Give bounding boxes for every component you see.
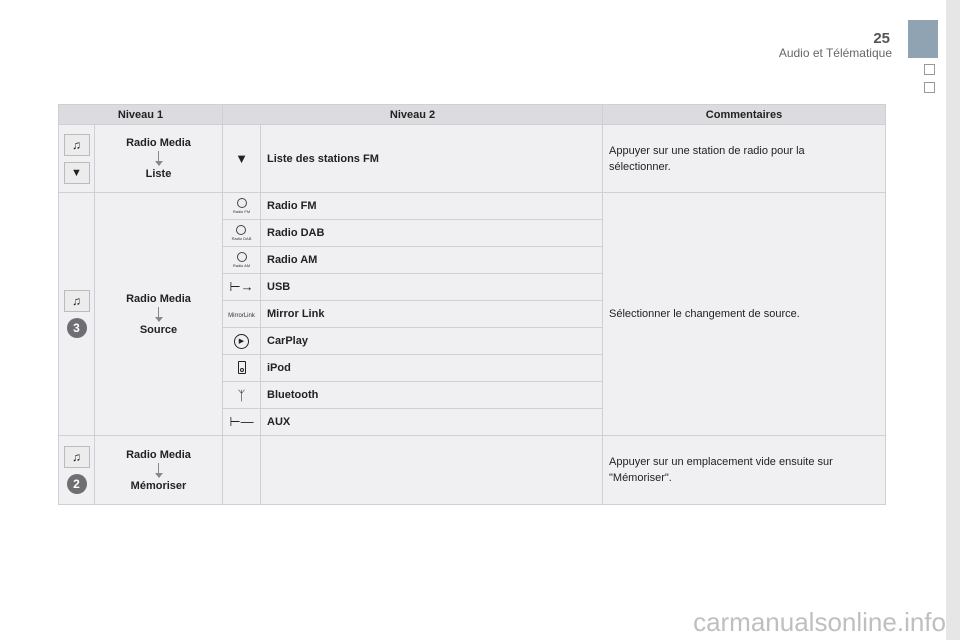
level1-cell <box>95 436 223 505</box>
header-niveau-2: Niveau 2 <box>223 105 603 125</box>
source-radio-am: Radio AM <box>261 247 603 274</box>
level1-label: Radio Media <box>126 292 191 305</box>
source-radio-fm: Radio FM <box>261 193 603 220</box>
table-row <box>59 436 886 505</box>
arrow-down-icon <box>155 307 163 322</box>
radio-am-icon: Radio AM <box>223 247 261 274</box>
level2-icon-cell <box>223 436 261 505</box>
table-header-row <box>59 105 886 125</box>
section-title: Audio et Télématique <box>778 46 892 60</box>
comment-cell: Appuyer sur une station de radio pour la sélectionner. <box>603 125 886 193</box>
radio-fm-icon: Radio FM <box>223 193 261 220</box>
chapter-tab <box>908 20 938 58</box>
chapter-box <box>924 82 935 93</box>
radio-dab-icon: Radio DAB <box>223 220 261 247</box>
icon-cell <box>59 436 95 505</box>
level1-sublabel: Liste <box>145 168 172 180</box>
level1-cell <box>95 193 223 436</box>
badge-2: 2 <box>67 474 87 494</box>
music-note-icon: ♫ <box>64 446 90 468</box>
ipod-icon <box>223 355 261 382</box>
aux-icon: ⊢— <box>223 409 261 436</box>
bluetooth-icon: ᛉ <box>223 382 261 409</box>
arrow-down-icon <box>155 463 163 478</box>
menu-table <box>58 104 886 505</box>
mirror-link-icon: MirrorLink <box>223 301 261 328</box>
source-usb: USB <box>261 274 603 301</box>
icon-cell <box>59 125 95 193</box>
down-arrow-icon: ▼ <box>64 162 90 184</box>
level1-label: Radio Media <box>126 137 191 149</box>
music-note-icon: ♫ <box>64 290 90 312</box>
source-carplay: CarPlay <box>261 328 603 355</box>
source-bluetooth: Bluetooth <box>261 382 603 409</box>
arrow-down-icon <box>155 151 163 166</box>
source-mirror-link: Mirror Link <box>261 301 603 328</box>
down-triangle-icon: ▼ <box>235 151 248 166</box>
header-commentaires: Commentaires <box>603 105 886 125</box>
level1-label: Radio Media <box>126 448 191 461</box>
side-stripe <box>946 0 960 640</box>
carplay-icon: ▶ <box>223 328 261 355</box>
level1-sublabel: Source <box>139 323 178 336</box>
usb-icon: ⊢→ <box>223 274 261 301</box>
level1-cell <box>95 125 223 193</box>
comment-cell: Appuyer sur un emplacement vide ensuite sur "Mémoriser". <box>603 436 886 505</box>
header-niveau-1: Niveau 1 <box>59 105 223 125</box>
source-aux: AUX <box>261 409 603 436</box>
source-radio-dab: Radio DAB <box>261 220 603 247</box>
comment-cell: Sélectionner le changement de source. <box>603 193 886 436</box>
table-row <box>59 125 886 193</box>
table-row <box>59 193 886 220</box>
level2-label: Liste des stations FM <box>261 125 603 193</box>
level2-empty-cell <box>261 436 603 505</box>
source-ipod: iPod <box>261 355 603 382</box>
badge-3: 3 <box>67 318 87 338</box>
watermark: carmanualsonline.info <box>693 607 946 637</box>
chapter-box <box>924 64 935 75</box>
icon-cell <box>59 193 95 436</box>
music-note-icon: ♫ <box>64 134 90 156</box>
page-number: 25 <box>873 30 890 47</box>
level1-sublabel: Mémoriser <box>130 479 187 492</box>
level2-icon-cell <box>223 125 261 193</box>
